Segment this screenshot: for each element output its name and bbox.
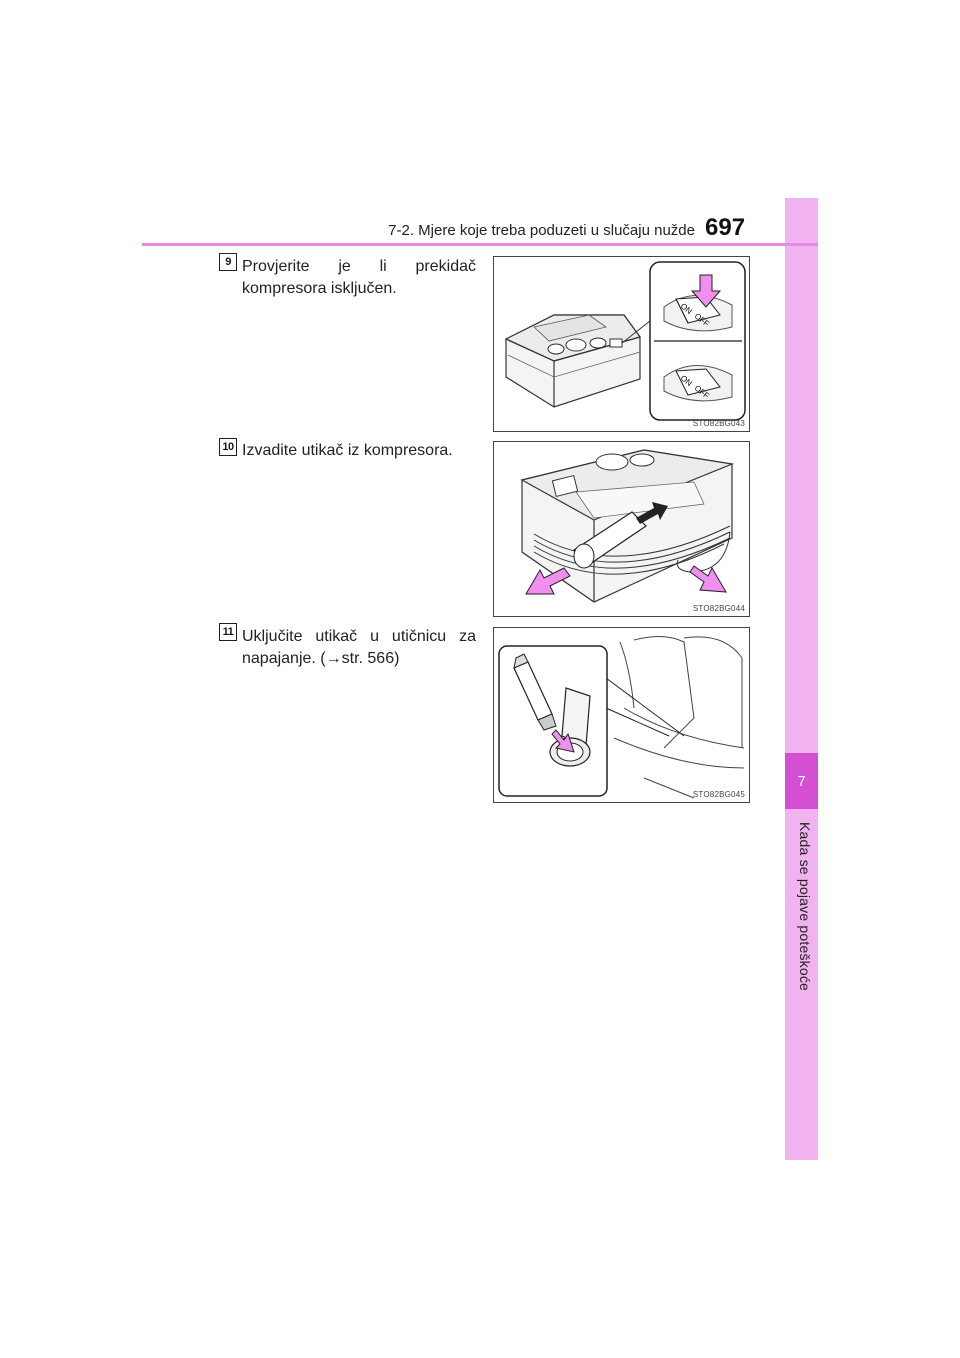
switch-on-label-top: ON xyxy=(678,301,694,316)
step-9-line1: Provjerite je li prekidač xyxy=(242,258,476,275)
switch-on-label-bottom: ON xyxy=(678,373,694,388)
step-number: 9 xyxy=(225,256,231,268)
chapter-title: Kada se pojave poteškoće xyxy=(797,822,813,992)
plug-socket-illustration xyxy=(494,628,751,804)
chapter-number: 7 xyxy=(797,772,806,790)
step-9-line2: kompresora isključen. xyxy=(242,280,397,297)
step-11-line1: Uključite utikač u utičnicu za xyxy=(242,628,476,645)
step-11-badge xyxy=(219,623,237,641)
step-11-text: napajanje. ( xyxy=(242,650,326,667)
chapter-number-tab[interactable] xyxy=(785,753,818,809)
switch-off-label-bottom: OFF xyxy=(692,383,711,401)
step-10-badge xyxy=(219,438,237,456)
switch-off-label-top: OFF xyxy=(692,311,711,329)
figure-code: STO82BG043 xyxy=(692,419,745,428)
figure-code: STO82BG045 xyxy=(692,790,745,799)
step-number: 11 xyxy=(222,626,234,638)
cross-reference-arrow-icon: → xyxy=(325,650,342,667)
figure-compressor-switch xyxy=(493,256,750,432)
figure-remove-plug xyxy=(493,441,750,617)
step-11-line2 xyxy=(242,648,476,670)
header-rule xyxy=(142,243,818,246)
page-number: 697 xyxy=(705,214,746,241)
step-number: 10 xyxy=(222,441,234,453)
figure-plug-into-socket xyxy=(493,627,750,803)
step-10-line1: Izvadite utikač iz kompresora. xyxy=(242,442,453,459)
step-9-badge xyxy=(219,253,237,271)
switch-labels xyxy=(494,257,751,433)
figure-code: STO82BG044 xyxy=(692,604,745,613)
remove-plug-illustration xyxy=(494,442,751,618)
section-title: 7-2. Mjere koje treba poduzeti u slučaju nužde xyxy=(388,222,695,239)
page-reference-link[interactable]: str. 566) xyxy=(341,650,400,667)
